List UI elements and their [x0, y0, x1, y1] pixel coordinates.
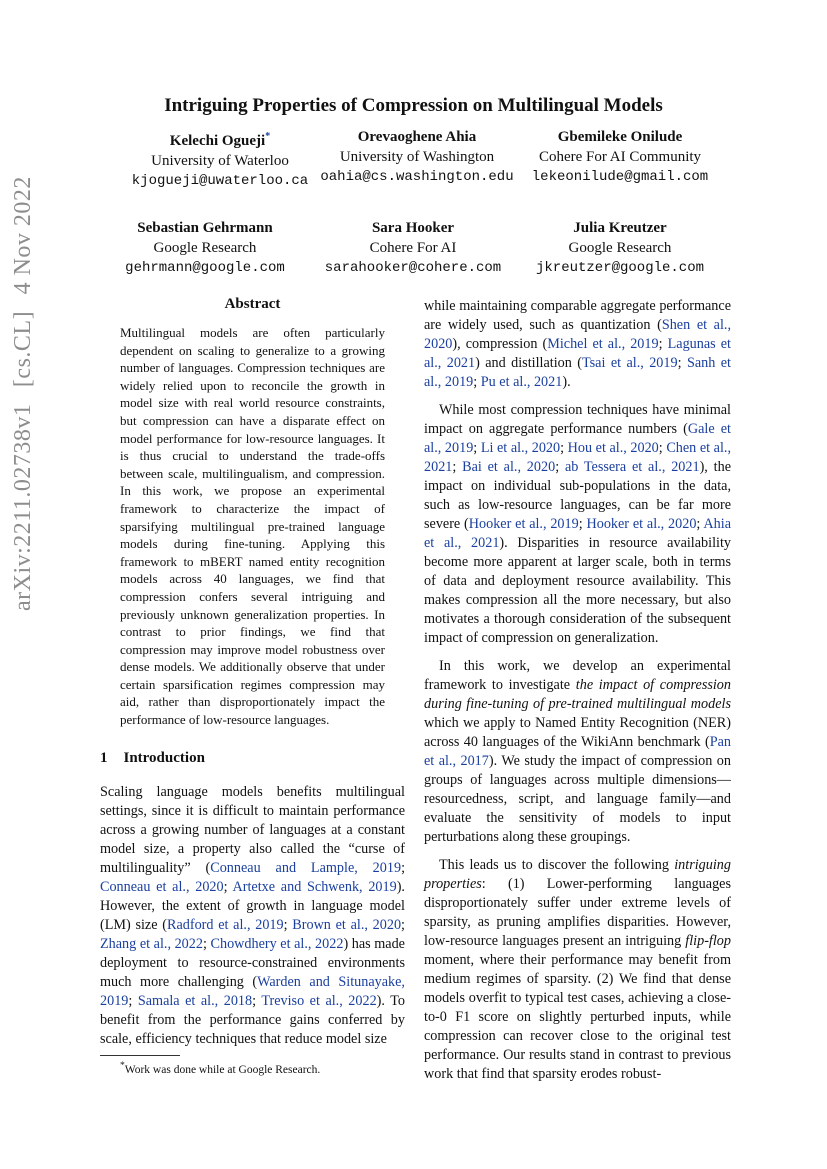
paragraph: This leads us to discover the following intriguing properties: (1) Lower-performing languages disproportionately suffer under extreme levels of sparsity, as pruning amplifies disparities. However, low-resource languages present an intriguing flip-flop moment, where their performance may benefit from medium regimes of sparsity. (2) We find that dense models overfit to typical test cases, achieving a close-to-0 F1 score on slightly perturbed inputs, while compression can recover close to the original test performance. Our results stand in contrast to previous work that find that sparsity erodes robust- [424, 857, 731, 1082]
citation-link[interactable]: Samala et al., 2018 [137, 993, 253, 1009]
author-block [110, 127, 330, 191]
citation-link[interactable]: Michel et al., 2019 [547, 336, 659, 352]
citation-link[interactable]: Conneau and Lample, 2019 [210, 860, 402, 876]
arxiv-category: [cs.CL] [10, 310, 36, 388]
citation-link[interactable]: Shen et al., 2020 [424, 317, 731, 352]
author-name: Gbemileke Onilude [557, 129, 683, 145]
paragraph: while maintaining comparable aggregate performance are widely used, such as quantization (Shen et al., 2020), compression (Michel et al., 2019; Lagunas et al., 2021) and distillation (Tsai et al., 2019; Sanh et al., 2019; Pu et al., 2021). [424, 298, 731, 390]
author-email[interactable]: sarahooker@cohere.com [324, 260, 502, 276]
citation-link[interactable]: Pu et al., 2021 [480, 374, 563, 390]
emphasis: intriguing properties [424, 857, 731, 892]
author-affiliation: University of Waterloo [151, 153, 289, 169]
author-affiliation: Google Research [153, 240, 257, 256]
author-email[interactable]: lekeonilude@gmail.com [531, 169, 709, 185]
author-block [510, 127, 730, 187]
footnote [120, 1060, 320, 1076]
author-email[interactable]: kjogueji@uwaterloo.ca [131, 173, 309, 189]
citation-link[interactable]: Zhang et al., 2022 [100, 936, 203, 952]
author-affiliation: Google Research [568, 240, 672, 256]
author-affiliation: Cohere For AI [369, 240, 457, 256]
author-name: Orevaoghene Ahia [357, 129, 477, 145]
author-email[interactable]: gehrmann@google.com [125, 260, 285, 276]
paragraph: In this work, we develop an experimental framework to investigate the impact of compression during fine-tuning of pre-trained multilingual models which we apply to Named Entity Recognition (NER) across 40 languages of the WikiAnn benchmark (Pan et al., 2017). We study the impact of compression on groups of languages across multiple dimensions—resourcedness, script, and language family—and evaluate the sensitivity of models to input perturbations along these groupings. [424, 658, 731, 845]
citation-link[interactable]: Warden and Situnayake, 2019 [100, 974, 405, 1009]
citation-link[interactable]: Hooker et al., 2020 [586, 516, 697, 532]
section-number: 1 [100, 750, 108, 766]
author-block [307, 127, 527, 187]
footnote-rule [100, 1055, 180, 1056]
author-name: Julia Kreutzer [573, 220, 667, 236]
citation-link[interactable]: Bai et al., 2020 [462, 459, 556, 475]
author-email[interactable]: oahia@cs.washington.edu [320, 169, 514, 185]
citation-link[interactable]: Lagunas et al., 2021 [424, 336, 731, 371]
intro-right-column [424, 297, 731, 1084]
author-block [303, 218, 523, 278]
section-heading [100, 750, 205, 767]
arxiv-date: 4 Nov 2022 [10, 176, 36, 295]
author-name: Sara Hooker [371, 220, 455, 236]
arxiv-sidebar-stamp [5, 176, 41, 611]
citation-link[interactable]: Chen et al., 2021 [424, 440, 731, 475]
footnote-text: Work was done while at Google Research. [124, 1063, 321, 1076]
citation-link[interactable]: ab Tessera et al., 2021 [564, 459, 700, 475]
author-affiliation: University of Washington [339, 149, 495, 165]
citation-link[interactable]: Pan et al., 2017 [424, 734, 731, 769]
emphasis: the impact of compression during fine-tuning of pre-trained multilingual models [424, 677, 731, 712]
author-name: Sebastian Gehrmann [137, 220, 273, 236]
footnote-mark: * [120, 1060, 125, 1071]
citation-link[interactable]: Conneau et al., 2020 [100, 879, 224, 895]
author-block [510, 218, 730, 278]
citation-link[interactable]: Chowdhery et al., 2022 [210, 936, 344, 952]
paragraph: While most compression techniques have minimal impact on aggregate performance numbers (Gale et al., 2019; Li et al., 2020; Hou et al., 2020; Chen et al., 2021; Bai et al., 2020; ab Tessera et al., 2021), the impact on individual sub-populations in the data, such as low-resource languages, can be far more severe (Hooker et al., 2019; Hooker et al., 2020; Ahia et al., 2021). Disparities in resource availability become more apparent at larger scale, both in terms of data and deployment resource availability. This makes compression all the more necessary, but also motivates a thorough consideration of the subsequent impact of compression on generalization. [424, 402, 731, 646]
arxiv-id: arXiv:2211.02738v1 [10, 403, 36, 611]
citation-link[interactable]: Ahia et al., 2021 [424, 516, 731, 551]
citation-link[interactable]: Tsai et al., 2019 [581, 355, 678, 371]
citation-link[interactable]: Treviso et al., 2022 [261, 993, 377, 1009]
citation-link[interactable]: Hooker et al., 2019 [468, 516, 579, 532]
intro-left-column [100, 783, 405, 1049]
paper-title: Intriguing Properties of Compression on Multilingual Models [164, 95, 663, 116]
author-email[interactable]: jkreutzer@google.com [535, 260, 705, 276]
abstract-heading: Abstract [224, 296, 281, 312]
author-name: Kelechi Ogueji* [169, 131, 271, 149]
citation-link[interactable]: Radford et al., 2019 [166, 917, 284, 933]
citation-link[interactable]: Brown et al., 2020 [292, 917, 402, 933]
author-affiliation: Cohere For AI Community [538, 149, 702, 165]
citation-link[interactable]: Sanh et al., 2019 [424, 355, 731, 390]
emphasis: flip-flop [685, 933, 731, 949]
paragraph: Scaling language models benefits multilingual settings, since it is difficult to maintain performance across a growing number of languages at a constant model size, a property also called the “curse of multilinguality” (Conneau and Lample, 2019; Conneau et al., 2020; Artetxe and Schwenk, 2019). However, the extent of growth in language model (LM) size (Radford et al., 2019; Brown et al., 2020; Zhang et al., 2022; Chowdhery et al., 2022) has made deployment to resource-constrained environments much more challenging (Warden and Situnayake, 2019; Samala et al., 2018; Treviso et al., 2022). To benefit from the performance gains conferred by scale, efficiency techniques that reduce model size [100, 784, 406, 1047]
footnote-mark[interactable]: * [265, 131, 271, 142]
section-title: Introduction [123, 750, 205, 766]
citation-link[interactable]: Gale et al., 2019 [424, 421, 731, 456]
citation-link[interactable]: Artetxe and Schwenk, 2019 [232, 879, 397, 895]
author-block [95, 218, 315, 278]
abstract-text: Multilingual models are often particularly dependent on scaling to generalize to a growing number of languages. Compression techniques are widely relied upon to reconcile the growth in model size with real world resource constraints, but compression can have a disparate effect on model performance for low-resource languages. It is thus crucial to understand the trade-offs between scale, multilingualism, and compression. In this work, we propose an experimental framework to characterize the impact of sparsifying multilingual pre-trained language models during fine-tuning. Applying this framework to mBERT named entity recognition models across 40 languages, we find that compression confers several intriguing and previously unknown generalization properties. In contrast to prior findings, we find that compression may improve model robustness over dense models. We additionally observe that under certain sparsification regimes compression may aid, rather than disproportionately impact the performance of low-resource languages. [120, 325, 385, 728]
citation-link[interactable]: Hou et al., 2020 [567, 440, 659, 456]
citation-link[interactable]: Li et al., 2020 [480, 440, 561, 456]
